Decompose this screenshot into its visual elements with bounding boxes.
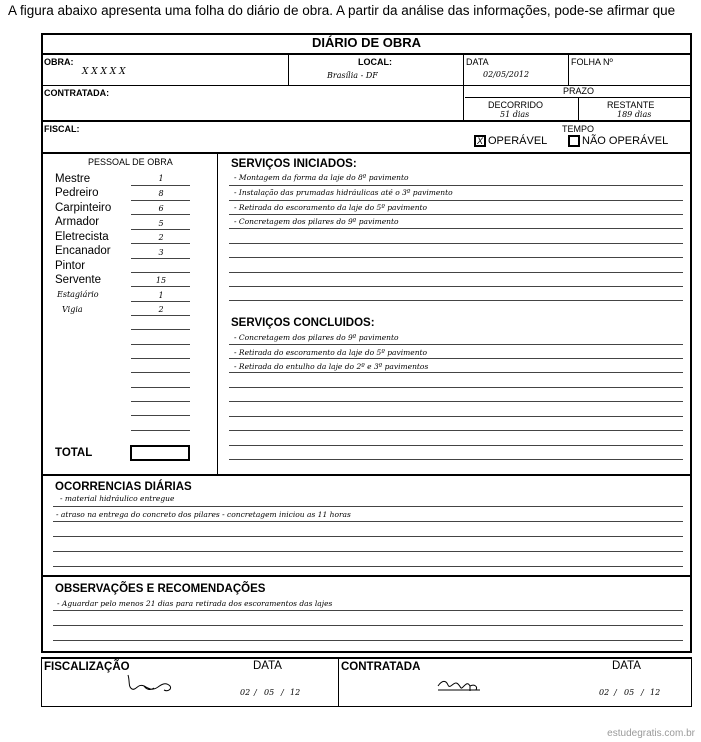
fiscalizacao-date-day: 02 — [240, 688, 251, 697]
observacoes-heading: OBSERVAÇÕES E RECOMENDAÇÕES — [55, 583, 266, 595]
tempo-label: TEMPO — [562, 124, 595, 134]
obra-label: OBRA: — [44, 57, 74, 67]
servico-concluido-1: - Concretagem dos pilares do 9º pavimento — [234, 333, 399, 342]
restante-value: 189 dias — [617, 110, 652, 119]
pessoal-name-encanador: Encanador — [55, 245, 111, 257]
fiscalizacao-date-year: 12 — [290, 688, 301, 697]
diario-sheet — [41, 33, 692, 653]
operavel-label: OPERÁVEL — [488, 135, 548, 147]
total-label: TOTAL — [55, 447, 93, 459]
watermark: estudegratis.com.br — [607, 728, 695, 739]
pessoal-name-eletrecista: Eletrecista — [55, 231, 109, 243]
pessoal-name-carpinteiro: Carpinteiro — [55, 202, 112, 214]
nao-operavel-checkbox[interactable] — [568, 135, 580, 147]
servicos-concluidos-heading: SERVIÇOS CONCLUIDOS: — [231, 317, 375, 329]
pessoal-heading: PESSOAL DE OBRA — [88, 157, 173, 167]
pessoal-value-encanador: 3 — [158, 248, 164, 257]
contratada-date-month: 05 — [624, 688, 635, 697]
sheet-title: DIÁRIO DE OBRA — [41, 33, 692, 55]
pessoal-value-armador: 5 — [158, 219, 164, 228]
observacao-1: - Aguardar pelo menos 21 dias para retirada dos escoramentos das lajes — [57, 599, 333, 608]
pessoal-name-pedreiro: Pedreiro — [55, 187, 99, 199]
contratada-signature-icon — [436, 676, 482, 694]
ocorrencia-1: - material hidráulico entregue — [60, 494, 175, 503]
intro-text: A figura abaixo apresenta uma folha do diário de obra. A partir da análise das informações, pode-se afirmar que — [8, 3, 676, 18]
fiscal-label: FISCAL: — [44, 124, 80, 134]
ocorrencia-2: - atraso na entrega do concreto dos pilares - concretagem iniciou as 11 horas — [56, 510, 351, 519]
pessoal-name-estagiario: Estagiário — [57, 290, 99, 299]
contratada-date-year: 12 — [650, 688, 661, 697]
fiscalizacao-data-label: DATA — [253, 660, 282, 672]
pessoal-value-vigia: 2 — [158, 305, 164, 314]
pessoal-name-servente: Servente — [55, 274, 102, 286]
servico-iniciado-4: - Concretagem dos pilares do 9º pavimento — [234, 217, 399, 226]
contratada-footer-label: CONTRATADA — [341, 661, 421, 673]
servicos-iniciados-heading: SERVIÇOS INICIADOS: — [231, 158, 357, 170]
pessoal-name-pintor: Pintor — [55, 260, 86, 272]
pessoal-value-carpinteiro: 6 — [158, 204, 164, 213]
servico-concluido-3: - Retirada do entulho da laje do 2º e 3º pavimentos — [234, 362, 429, 371]
pessoal-value-mestre: 1 — [158, 174, 164, 183]
servico-iniciado-1: - Montagem da forma da laje do 8º pavimento — [234, 173, 409, 182]
pessoal-value-pedreiro: 8 — [158, 189, 164, 198]
decorrido-label: DECORRIDO — [488, 100, 544, 110]
ocorrencias-heading: OCORRENCIAS DIÁRIAS — [55, 481, 192, 493]
servico-iniciado-2: - Instalação das prumadas hidráulicas até o 3º pavimento — [234, 188, 453, 197]
pessoal-name-armador: Armador — [55, 216, 100, 228]
pessoal-name-mestre: Mestre — [55, 173, 91, 185]
pessoal-value-servente: 15 — [155, 276, 167, 285]
data-value: 02/05/2012 — [483, 70, 530, 79]
nao-operavel-label: NÃO OPERÁVEL — [582, 135, 669, 147]
fiscalizacao-date-month: 05 — [264, 688, 275, 697]
operavel-checkbox[interactable]: X — [474, 135, 486, 147]
contratada-label: CONTRATADA: — [44, 88, 110, 98]
contratada-date-day: 02 — [599, 688, 610, 697]
servico-concluido-2: - Retirada do escoramento da laje do 5º pavimento — [234, 348, 428, 357]
local-value: Brasília - DF — [327, 71, 378, 80]
total-box[interactable] — [130, 445, 190, 461]
prazo-label: PRAZO — [563, 86, 595, 96]
data-label: DATA — [466, 57, 489, 67]
decorrido-value: 51 dias — [500, 110, 530, 119]
fiscalizacao-label: FISCALIZAÇÃO — [44, 661, 130, 673]
folha-label: FOLHA Nº — [571, 57, 613, 67]
restante-label: RESTANTE — [607, 100, 655, 110]
pessoal-value-eletrecista: 2 — [158, 233, 164, 242]
obra-value: X X X X X — [82, 67, 126, 77]
fiscalizacao-signature-icon — [124, 673, 180, 699]
local-label: LOCAL: — [358, 57, 392, 67]
pessoal-name-vigia: Vigia — [62, 305, 83, 314]
servico-iniciado-3: - Retirada do escoramento da laje do 5º pavimento — [234, 203, 428, 212]
pessoal-value-estagiario: 1 — [158, 291, 164, 300]
contratada-data-label: DATA — [612, 660, 641, 672]
